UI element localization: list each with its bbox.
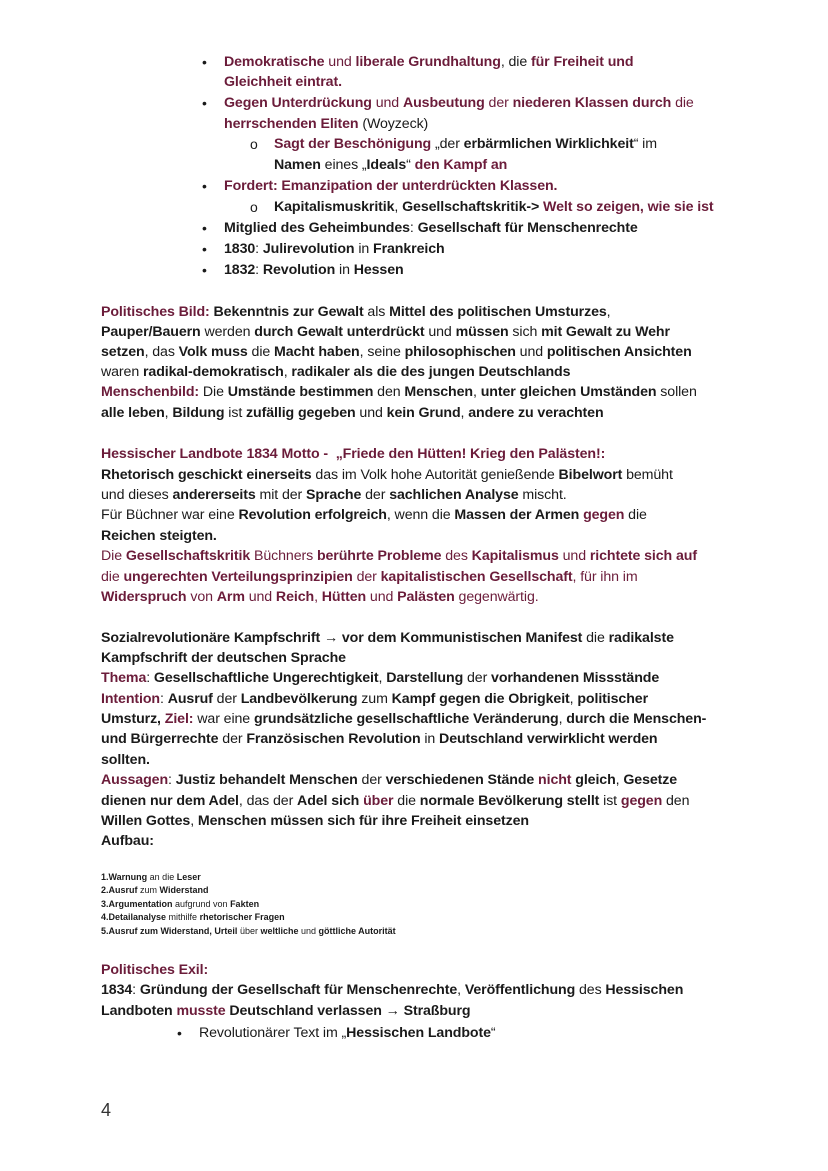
text-run: Thema	[101, 670, 147, 686]
text-line	[101, 960, 208, 980]
text-line	[101, 526, 217, 546]
text-run: und	[515, 344, 547, 360]
text-run: Reichen steigten.	[101, 528, 217, 544]
text-run: Gesellschaftskritik->	[402, 199, 540, 215]
text-run: sollten.	[101, 752, 150, 768]
text-run: werden	[200, 324, 255, 340]
text-run: gleich	[575, 772, 616, 788]
text-run: 2.Ausruf	[101, 885, 138, 895]
text-line	[101, 770, 677, 790]
text-run: Palästen	[397, 589, 455, 605]
text-run: philosophischen	[404, 344, 516, 360]
text-run: als	[363, 304, 390, 320]
text-line	[101, 465, 673, 485]
text-run: Bekenntnis zur Gewalt	[213, 304, 364, 320]
text-run: mit Gewalt zu Wehr	[541, 324, 670, 340]
page-number: 4	[101, 1100, 112, 1120]
text-run: göttliche Autorität	[318, 926, 396, 936]
text-run: war eine	[193, 711, 254, 727]
text-run: gegenwärtig.	[454, 589, 539, 605]
bullet-item	[224, 239, 445, 259]
text-run: Pauper/Bauern	[101, 324, 201, 340]
text-run: Mitglied des Geheimbundes	[224, 220, 410, 236]
text-run: Kapitalismuskritik	[274, 199, 395, 215]
text-run: ,	[615, 772, 624, 788]
text-run: Rhetorisch geschickt einerseits	[101, 467, 312, 483]
text-run: “	[490, 1025, 496, 1041]
text-run: Fakten	[230, 899, 260, 909]
text-run: Darstellung	[386, 670, 464, 686]
text-run: Gesellschaft für Menschenrechte	[417, 220, 638, 236]
text-run: :	[160, 691, 168, 707]
text-run: Demokratische	[224, 54, 325, 70]
text-run: :	[255, 241, 263, 257]
text-run: 4.Detailanalyse	[101, 912, 167, 922]
text-run: Widerstand	[159, 885, 209, 895]
text-run: Gegen Unterdrückung	[224, 95, 372, 111]
text-run: Macht haben	[274, 344, 360, 360]
text-run: normale Bevölkerung stellt	[419, 793, 600, 809]
text-run: ,	[394, 199, 403, 215]
text-run: 1834	[101, 982, 133, 998]
text-line	[101, 444, 605, 464]
text-run: Für Büchner war eine	[101, 507, 239, 523]
text-run: das im Volk hohe Autorität genießende	[311, 467, 559, 483]
text-line	[274, 155, 507, 175]
text-line	[101, 322, 670, 342]
text-run: Leser	[176, 872, 201, 882]
text-run: Gesellschaftliche Ungerechtigkeit	[153, 670, 379, 686]
text-run: Welt so zeigen, wie sie ist	[543, 199, 714, 215]
text-run: aufgrund von	[172, 899, 231, 909]
text-run: richtete sich auf	[589, 548, 697, 564]
text-run: 1832	[224, 262, 256, 278]
text-run: sollen	[656, 384, 697, 400]
text-run: ,	[460, 405, 469, 421]
bullet-item	[224, 176, 557, 196]
hollow-bullet-icon: o	[250, 199, 258, 215]
text-line	[101, 505, 647, 525]
text-line	[101, 750, 150, 770]
text-run: Justiz behandelt Menschen	[175, 772, 358, 788]
text-run: Umsturz,	[101, 711, 161, 727]
text-run: den Kampf an	[414, 157, 508, 173]
text-run: die	[624, 507, 647, 523]
text-run: in	[420, 731, 440, 747]
text-line	[224, 114, 428, 134]
text-line	[101, 587, 539, 607]
bullet-icon: •	[202, 95, 207, 111]
text-run: vorhandenen Missstände	[491, 670, 660, 686]
text-run: radikaler als die des jungen Deutschlands	[291, 364, 571, 380]
bullet-icon: •	[202, 262, 207, 278]
text-run: über	[237, 926, 261, 936]
text-run: radikalste	[608, 630, 674, 646]
text-run: der	[361, 487, 390, 503]
text-run: und	[244, 589, 276, 605]
text-run: musste	[176, 1003, 226, 1019]
text-run: “ im	[633, 136, 657, 152]
bullet-item	[274, 134, 657, 154]
text-run: :	[132, 982, 140, 998]
text-run: Ziel:	[164, 711, 194, 727]
text-run: bemüht	[622, 467, 673, 483]
text-run: Kampf gegen die Obrigkeit	[391, 691, 570, 707]
text-run: durch Gewalt unterdrückt	[254, 324, 425, 340]
text-run: Deutschland verwirklicht werden	[439, 731, 658, 747]
text-run: :	[168, 772, 176, 788]
text-line	[101, 302, 611, 322]
text-run: die	[393, 793, 420, 809]
text-line	[101, 884, 208, 897]
text-run: Intention	[101, 691, 160, 707]
text-line	[101, 546, 697, 566]
text-line	[101, 729, 658, 749]
text-run: Kampfschrift der deutschen Sprache	[101, 650, 346, 666]
bullet-item	[224, 260, 404, 280]
text-run: waren	[101, 364, 143, 380]
text-run: andererseits	[172, 487, 256, 503]
text-run: Französischen Revolution	[246, 731, 421, 747]
text-line	[101, 485, 567, 505]
text-run: ,	[457, 982, 465, 998]
text-run: Gründung der Gesellschaft für Menschenrechte	[139, 982, 458, 998]
text-run: und	[424, 324, 456, 340]
text-run: Hessen	[353, 262, 404, 278]
text-run: des	[441, 548, 472, 564]
text-run: Menschen müssen sich für ihre Freiheit einsetzen	[197, 813, 529, 829]
text-run: ist	[224, 405, 247, 421]
text-run: Umstände bestimmen	[227, 384, 374, 400]
text-run: der	[463, 670, 492, 686]
text-run: politischer	[577, 691, 649, 707]
bullet-item	[274, 197, 714, 217]
text-run: ,	[283, 364, 292, 380]
text-run: die	[101, 569, 124, 585]
text-run: ,	[473, 384, 481, 400]
text-run: in	[354, 241, 374, 257]
text-run: zum	[137, 885, 160, 895]
bullet-icon: •	[202, 220, 207, 236]
text-run: die	[671, 95, 694, 111]
bullet-icon: •	[202, 241, 207, 257]
text-run: , seine	[359, 344, 405, 360]
text-run: , das der	[238, 793, 298, 809]
text-run: Politisches Exil:	[101, 962, 209, 978]
text-run: und dieses	[101, 487, 173, 503]
text-run: für Freiheit und	[530, 54, 634, 70]
text-run: Büchners	[250, 548, 317, 564]
text-line	[101, 791, 689, 811]
bullet-item	[224, 93, 694, 113]
text-run: Namen	[274, 157, 321, 173]
text-run: mischt.	[518, 487, 567, 503]
text-run: :	[146, 670, 154, 686]
text-run: der	[484, 95, 513, 111]
text-run: :	[409, 220, 418, 236]
text-run: Gesetze	[623, 772, 678, 788]
text-run: Reich	[275, 589, 315, 605]
text-run: und	[558, 548, 590, 564]
text-run: Landbevölkerung	[240, 691, 358, 707]
text-run: andere zu verachten	[468, 405, 604, 421]
text-run: Hessischen Landbote	[346, 1025, 491, 1041]
text-run: Gleichheit eintrat.	[224, 74, 342, 90]
text-run: alle leben	[101, 405, 165, 421]
bullet-icon: •	[202, 178, 207, 194]
text-run: erbärmlichen Wirklichkeit	[463, 136, 634, 152]
text-run: radikal-demokratisch	[142, 364, 284, 380]
text-run: liberale Grundhaltung	[355, 54, 501, 70]
text-run: Frankreich	[373, 241, 445, 257]
text-run: müssen	[455, 324, 509, 340]
text-run: und	[355, 405, 387, 421]
text-run: der	[212, 691, 241, 707]
text-run: mithilfe	[166, 912, 200, 922]
text-run: Ausruf	[167, 691, 213, 707]
text-run: Sozialrevolutionäre Kampfschrift → vor dem Kommunistischen Manifest	[101, 630, 583, 646]
text-run: berührte Probleme	[316, 548, 442, 564]
text-run: Hessischen	[605, 982, 684, 998]
text-run: Fordert: Emanzipation der unterdrückten Klassen.	[224, 178, 558, 194]
text-run: über	[363, 793, 394, 809]
text-run: Massen der Armen	[454, 507, 580, 523]
text-run: dienen nur dem Adel	[101, 793, 239, 809]
text-run: Hessischer Landbote 1834 Motto - „Friede den Hütten! Krieg den Palästen!:	[101, 446, 606, 462]
text-run: Widerspruch	[101, 589, 187, 605]
text-line	[101, 362, 570, 382]
text-run: Die	[101, 548, 126, 564]
text-run: der	[357, 772, 386, 788]
text-run: Kapitalismus	[471, 548, 559, 564]
text-run: Menschen	[404, 384, 473, 400]
text-line	[101, 403, 604, 423]
text-run: Sprache	[306, 487, 362, 503]
text-run: verschiedenen Stände	[385, 772, 535, 788]
text-run: niederen Klassen durch	[512, 95, 672, 111]
text-run: ,	[314, 589, 322, 605]
text-run: ,	[606, 304, 611, 320]
text-run: 1830	[224, 241, 256, 257]
text-run: ungerechten Verteilungsprinzipien	[123, 569, 353, 585]
text-run: sachlichen Analyse	[389, 487, 519, 503]
text-run: “	[406, 157, 415, 173]
text-run: Aufbau:	[101, 833, 154, 849]
text-run: des	[575, 982, 606, 998]
text-run: Deutschland verlassen → Straßburg	[229, 1003, 471, 1019]
text-run: herrschenden Eliten	[224, 116, 359, 132]
text-line	[101, 648, 346, 668]
text-run: Aussagen	[101, 772, 169, 788]
text-run: , die	[500, 54, 531, 70]
text-run: gegen	[620, 793, 663, 809]
text-run: 1.Warnung	[101, 872, 148, 882]
text-run: Ideals	[366, 157, 407, 173]
text-line	[101, 628, 674, 648]
text-run: ,	[164, 405, 173, 421]
text-run: , wenn die	[386, 507, 455, 523]
text-run: Die	[199, 384, 228, 400]
bullet-item	[224, 52, 633, 72]
text-run: zum	[357, 691, 392, 707]
text-run: eines „	[320, 157, 367, 173]
text-line	[101, 668, 659, 688]
text-line	[101, 871, 201, 884]
text-run: Adel sich	[297, 793, 360, 809]
text-run: :	[255, 262, 263, 278]
text-run: „der	[431, 136, 464, 152]
bullet-item	[224, 218, 638, 238]
text-run: Revolution erfolgreich	[238, 507, 387, 523]
text-run: und	[366, 589, 398, 605]
hollow-bullet-icon: o	[250, 136, 258, 152]
text-run: Willen Gottes	[101, 813, 191, 829]
text-run: an die	[147, 872, 177, 882]
text-line	[101, 709, 706, 729]
text-run: ,	[190, 813, 198, 829]
text-run: , das	[144, 344, 179, 360]
text-run: ist	[599, 793, 621, 809]
text-run: Menschenbild:	[101, 384, 200, 400]
text-run: Veröffentlichung	[464, 982, 576, 998]
text-run: ,	[558, 711, 567, 727]
text-run: Hütten	[321, 589, 367, 605]
text-run: kapitalistischen Gesellschaft	[380, 569, 573, 585]
text-run: gegen	[583, 507, 625, 523]
text-run: Mittel des politischen Umsturzes	[389, 304, 607, 320]
text-run: Arm	[216, 589, 245, 605]
text-run: und Bürgerrechte	[101, 731, 219, 747]
text-line	[101, 382, 697, 402]
text-run: Politisches Bild:	[101, 304, 210, 320]
text-run: Volk muss	[178, 344, 248, 360]
text-run: weltliche	[260, 926, 299, 936]
text-run: und	[324, 54, 356, 70]
text-run: politischen Ansichten	[546, 344, 692, 360]
text-run: grundsätzliche gesellschaftliche Veränderung	[253, 711, 559, 727]
text-run: 3.Argumentation	[101, 899, 173, 909]
text-run: Sagt der Beschönigung	[274, 136, 432, 152]
text-run: nicht	[538, 772, 572, 788]
text-run: die	[247, 344, 275, 360]
text-line	[101, 1001, 470, 1021]
text-line	[101, 925, 396, 938]
text-run: rhetorischer Fragen	[199, 912, 285, 922]
bullet-icon: •	[177, 1025, 182, 1041]
text-run: Gesellschaftskritik	[125, 548, 251, 564]
bullet-icon: •	[202, 54, 207, 70]
text-line	[224, 72, 342, 92]
text-run: in	[335, 262, 354, 278]
text-run: unter gleichen Umständen	[480, 384, 657, 400]
text-run: Revolution	[262, 262, 336, 278]
bullet-item	[199, 1023, 496, 1043]
text-run: , für ihn im	[572, 569, 638, 585]
text-run: Bildung	[172, 405, 225, 421]
text-run: (Woyzeck)	[358, 116, 429, 132]
text-run: 5.Ausruf zum Widerstand, Urteil	[101, 926, 238, 936]
text-run: Julirevolution	[262, 241, 355, 257]
text-run: der	[218, 731, 247, 747]
text-run: ,	[378, 670, 387, 686]
text-run: von	[186, 589, 217, 605]
text-run: und	[298, 926, 319, 936]
text-run: durch die Menschen-	[566, 711, 707, 727]
text-run: den	[662, 793, 690, 809]
text-line	[101, 689, 648, 709]
text-run: setzen	[101, 344, 145, 360]
text-run: Bibelwort	[558, 467, 623, 483]
text-run: der	[352, 569, 381, 585]
text-run: kein Grund	[386, 405, 461, 421]
text-run: den	[373, 384, 405, 400]
text-run: Landboten	[101, 1003, 173, 1019]
text-run: ,	[569, 691, 578, 707]
text-line	[101, 831, 154, 851]
text-run: Ausbeutung	[402, 95, 485, 111]
text-line	[101, 980, 683, 1000]
text-line	[101, 911, 285, 924]
text-run: mit der	[255, 487, 306, 503]
text-line	[101, 342, 692, 362]
text-line	[101, 811, 529, 831]
text-line	[101, 567, 638, 587]
text-run: zufällig gegeben	[246, 405, 356, 421]
text-run: Revolutionärer Text im „	[199, 1025, 347, 1041]
text-line	[101, 898, 259, 911]
text-run: die	[582, 630, 609, 646]
text-run: sich	[508, 324, 542, 340]
text-run: und	[371, 95, 403, 111]
